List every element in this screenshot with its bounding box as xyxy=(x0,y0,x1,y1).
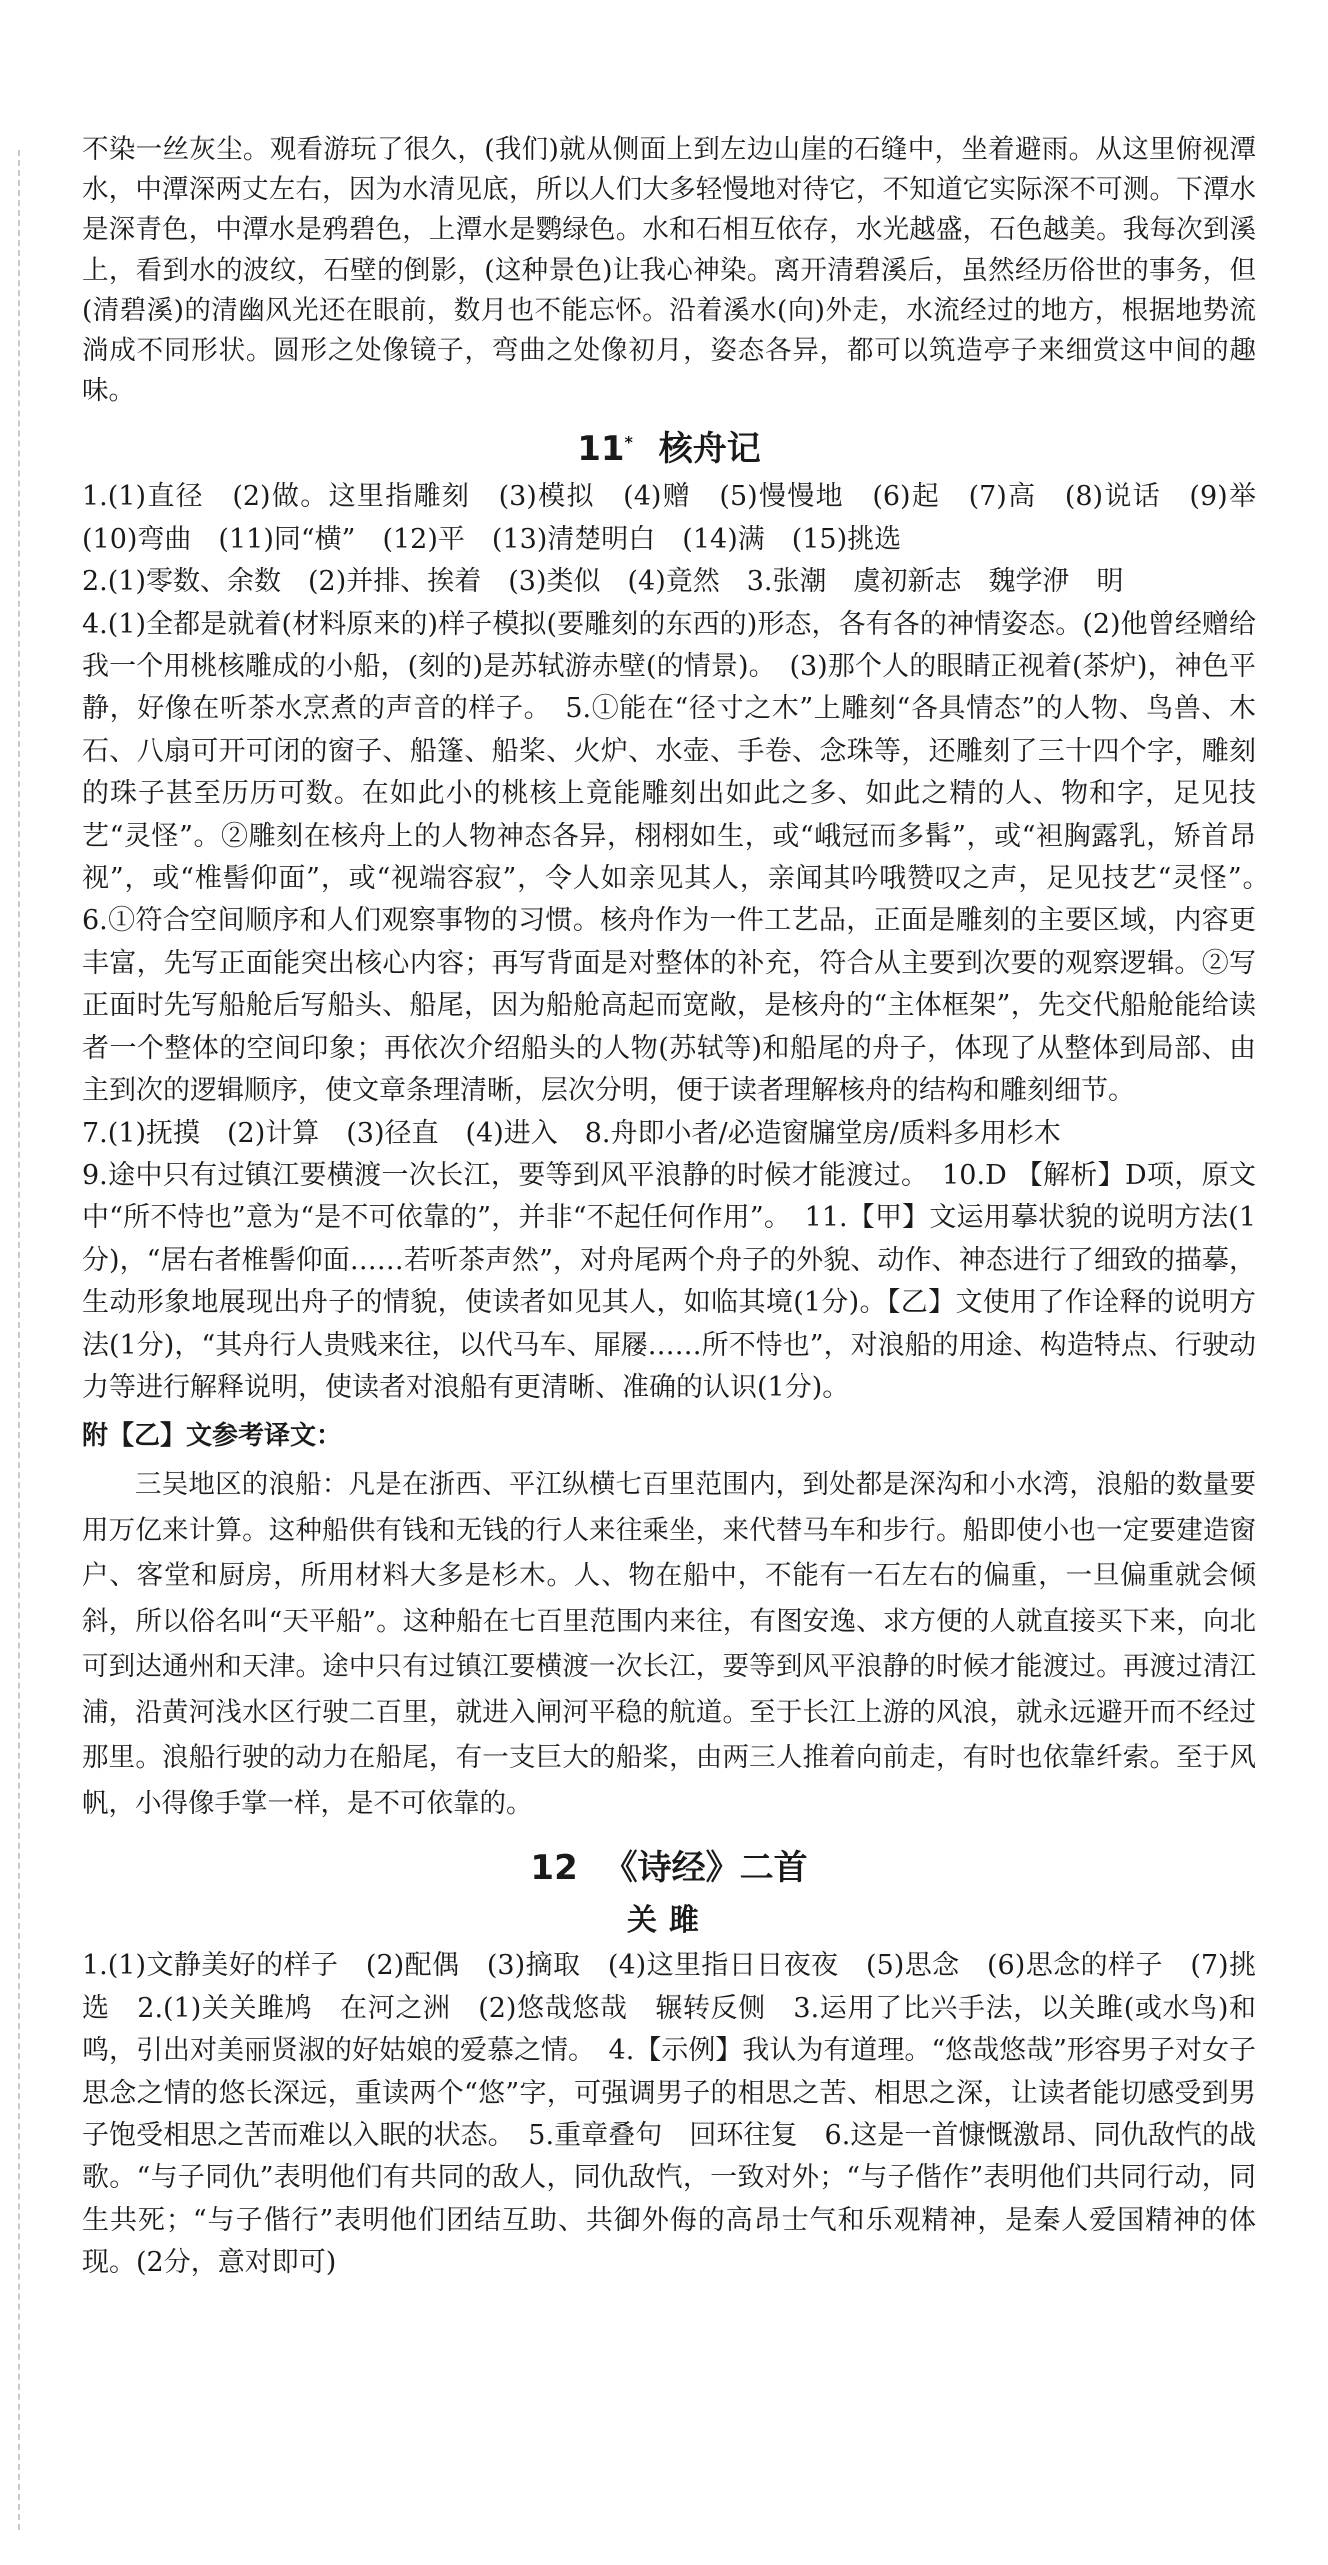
section-12-title xyxy=(82,1840,1256,1889)
answer-item: 7.(1)抚摸 (2)计算 (3)径直 (4)进入 8.舟即小者/必造窗牖堂房/质料多用杉木 xyxy=(82,1117,1061,1149)
appendix-title: 附【乙】文参考译文： xyxy=(82,1421,343,1452)
section-11-name: 核舟记 xyxy=(658,429,761,470)
section-12-answers xyxy=(82,1945,1256,2284)
answer-item: 1.(1)文静美好的样子 (2)配偶 (3)摘取 (4)这里指日日夜夜 (5)思念 (6)思念的样子 (7)挑选 2.(1)关关雎鸠 在河之洲 (2)悠哉悠哉 辗转反侧 3.运用了比兴手法，以关雎(或水鸟)和鸣，引出对美丽贤淑的好姑娘的爱慕之情。 4.【示例】我认为有道理。“悠哉悠哉”形容男子对女子思念之情的悠长深远，重读两个“悠”字，可强调男子的相思之苦、相思之深，让读者能切感受到男子饱受相思之苦而难以入眠的状态。 5.重章叠句 回环往复 6.这是一首慷慨激昂、同仇敌忾的战歌。“与子同仇”表明他们有共同的敌人，同仇敌忾，一致对外；“与子偕作”表明他们共同行动，同生共死；“与子偕行”表明他们团结互助、共御外侮的高昂士气和乐观精神，是秦人爱国精神的体现。(2分，意对即可) xyxy=(82,1950,1256,2279)
answer-item: 4.(1)全都是就着(材料原来的)样子模拟(要雕刻的东西的)形态，各有各的神情姿态。(2)他曾经赠给我一个用桃核雕成的小船，(刻的)是苏轼游赤壁(的情景)。 (3)那个人的眼睛正视着(茶炉)，神色平静，好像在听茶水烹煮的声音的样子。 5.①能在“径寸之木”上雕刻“各具情态”的人物、鸟兽、木石、八扇可开可闭的窗子、船篷、船桨、火炉、水壶、手卷、念珠等，还雕刻了三十四个字，雕刻的珠子甚至历历可数。在如此小的桃核上竟能雕刻出如此之多、如此之精的人、物和字，足见技艺“灵怪”。②雕刻在核舟上的人物神态各异，栩栩如生，或“峨冠而多髯”，或“袒胸露乳，矫首昂视”，或“椎髻仰面”，或“视端容寂”，令人如亲见其人，亲闻其吟哦赞叹之声，足见技艺“灵怪”。 6.①符合空间顺序和人们观察事物的习惯。核舟作为一件工艺品，正面是雕刻的主要区域，内容更丰富，先写正面能突出核心内容；再写背面是对整体的补充，符合从主要到次要的观察逻辑。②写正面时先写船舱后写船头、船尾，因为船舱高起而宽敞，是核舟的“主体框架”，先交代船舱能给读者一个整体的空间印象；再依次介绍船头的人物(苏轼等)和船尾的舟子，体现了从整体到局部、由主到次的逻辑顺序，使文章条理清晰，层次分明，便于读者理解核舟的结构和雕刻细节。 xyxy=(82,608,1283,1107)
answer-item: 1.(1)直径 (2)做。这里指雕刻 (3)模拟 (4)赠 (5)慢慢地 (6)起 (7)高 (8)说话 (9)举 (10)弯曲 (11)同“横” (12)平 (13)清楚明白 (14)满 (15)挑选 xyxy=(82,481,1283,555)
section-11-number: 11* xyxy=(577,429,633,470)
section-12-name: 《诗经》二首 xyxy=(603,1848,808,1889)
appendix-paragraph: 三吴地区的浪船：凡是在浙西、平江纵横七百里范围内，到处都是深沟和小水湾，浪船的数量要用万亿来计算。这种船供有钱和无钱的行人来往乘坐，来代替马车和步行。船即使小也一定要建造窗户、客堂和厨房，所用材料大多是杉木。人、物在船中，不能有一石左右的偏重，一旦偏重就会倾斜，所以俗名叫“天平船”。这种船在七百里范围内来往，有图安逸、求方便的人就直接买下来，向北可到达通州和天津。途中只有过镇江要横渡一次长江，要等到风平浪静的时候才能渡过。再渡过清江浦，沿黄河浅水区行驶二百里，就进入闸河平稳的航道。至于长江上游的风浪，就永远避开而不经过那里。浪船行驶的动力在船尾，有一支巨大的船桨，由两三人推着向前走，有时也依靠纤索。至于风帆，小得像手掌一样，是不可依靠的。 xyxy=(82,1469,1256,1819)
margin-dashed-line xyxy=(18,150,20,2530)
section-11-title xyxy=(82,421,1256,470)
translation-paragraph: 不染一丝灰尘。观看游玩了很久，(我们)就从侧面上到左边山崖的石缝中，坐着避雨。从这里俯视潭水，中潭深两丈左右，因为水清见底，所以人们大多轻慢地对待它，不知道它实际深不可测。下潭水是深青色，中潭水是鸦碧色，上潭水是鹦绿色。水和石相互依存，水光越盛，石色越美。我每次到溪上，看到水的波纹，石壁的倒影，(这种景色)让我心神染。离开清碧溪后，虽然经历俗世的事务，但(清碧溪)的清幽风光还在眼前，数月也不能忘怀。沿着溪水(向)外走，水流经过的地方，根据地势流淌成不同形状。圆形之处像镜子，弯曲之处像初月，姿态各异，都可以筑造亭子来细赏这中间的趣味。 xyxy=(82,134,1256,407)
answer-item: 2.(1)零数、余数 (2)并排、挨着 (3)类似 (4)竟然 3.张潮 虞初新志 魏学洢 明 xyxy=(82,566,1124,598)
translation-continuation xyxy=(82,130,1256,411)
answer-item: 9.途中只有过镇江要横渡一次长江，要等到风平浪静的时候才能渡过。 10.D 【解析】D项，原文中“所不恃也”意为“是不可依靠的”，并非“不起任何作用”。 11.【甲】文运用摹状貌的说明方法(1分)，“居右者椎髻仰面……若听茶声然”，对舟尾两个舟子的外貌、动作、神态进行了细致的描摹，生动形象地展现出舟子的情貌，使读者如见其人，如临其境(1分)。【乙】文使用了作诠释的说明方法(1分)，“其舟行人贵贱来往，以代马车、屝屦……所不恃也”，对浪船的用途、构造特点、行驶动力等进行解释说明，使读者对浪船有更清晰、准确的认识(1分)。 xyxy=(82,1159,1256,1403)
section-12-subtitle: 关雎 xyxy=(627,1903,711,1939)
section-11-answers xyxy=(82,476,1283,1409)
section-12-number: 12 xyxy=(530,1848,578,1889)
appendix-translation xyxy=(82,1462,1256,1826)
answer-page xyxy=(82,130,1283,2285)
